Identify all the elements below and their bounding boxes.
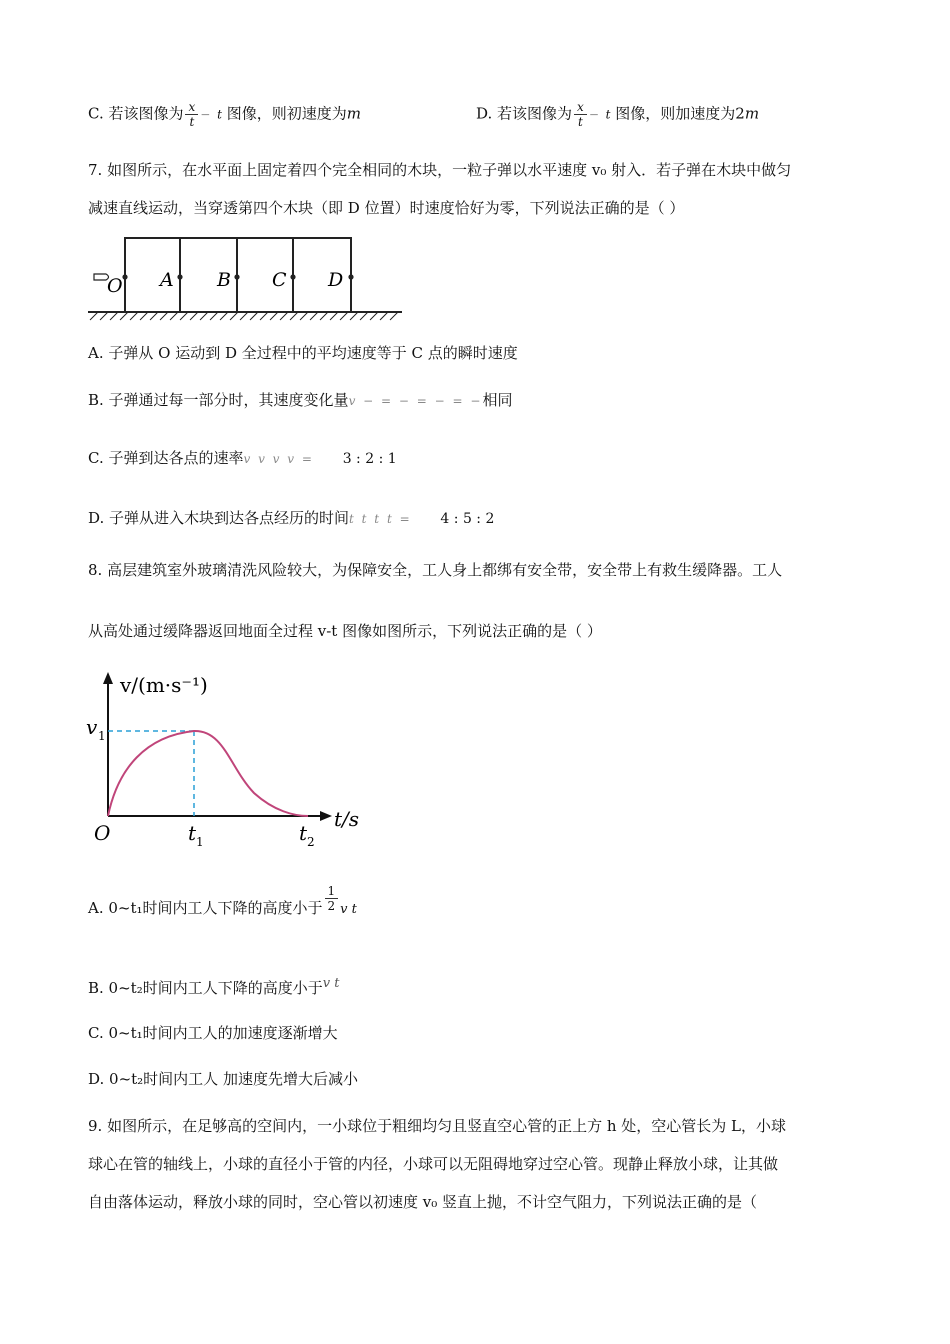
- q8-t2-label: t: [299, 821, 308, 845]
- q6-d-frac-num: x: [574, 100, 587, 115]
- q8-v1-sub: 1: [98, 729, 106, 743]
- q7-label-d: D: [328, 269, 344, 291]
- q7-label-o: O: [107, 275, 123, 297]
- q7-point-c: [290, 274, 295, 279]
- q8-option-a-frac-den: 2: [327, 898, 336, 913]
- q6-c-frac-num: x: [185, 100, 198, 115]
- q7-label-c: C: [272, 269, 287, 291]
- q9-line3: 自由落体运动，释放小球的同时，空心管以初速度 v₀ 竖直上抛，不计空气阻力，下列说法正确的是（: [88, 1193, 758, 1211]
- q6-option-d: [476, 100, 759, 129]
- q7-option-b-text: B. 子弹通过每一部分时，其速度变化量: [88, 391, 349, 409]
- q8-t1-sub: 1: [196, 835, 204, 849]
- q8-t1-label: t: [188, 821, 197, 845]
- q7-option-c: [88, 448, 397, 469]
- q7-option-b-formula: v − = − = − = −: [348, 394, 483, 408]
- q8-option-c: C. 0~t₁时间内工人的加速度逐渐增大: [88, 1024, 338, 1042]
- q8-option-b-tail: v t: [322, 976, 340, 991]
- q8-option-b: [88, 974, 339, 998]
- q8-option-a-text: A. 0~t₁时间内工人下降的高度小于: [88, 899, 323, 917]
- q6-d-dash: −: [588, 107, 601, 122]
- q7-stem-line1: 7. 如图所示，在水平面上固定着四个完全相同的木块，一粒子弹以水平速度 v₀ 射入．若子弹在木块中做匀: [88, 161, 792, 179]
- q7-option-c-formula: v v v v =: [243, 452, 314, 466]
- q6-c-dash: −: [200, 107, 213, 122]
- q7-wood-blocks-figure: [88, 230, 408, 330]
- q7-label-b: B: [217, 269, 231, 291]
- q8-v1-label: v: [86, 715, 98, 739]
- q6-option-d-fraction: [574, 100, 587, 129]
- q8-origin-label: O: [94, 821, 111, 845]
- q8-option-a-frac-num: 1: [325, 884, 339, 899]
- q7-point-d: [348, 274, 353, 279]
- q8-y-axis-label: v/(m·s⁻¹): [120, 673, 208, 697]
- q6-option-d-value: m: [744, 104, 760, 123]
- q7-option-d-tail: 4 : 5 : 2: [440, 511, 495, 527]
- q8-stem-line1: 8. 高层建筑室外玻璃清洗风险较大，为保障安全，工人身上都绑有安全带，安全带上有救生缓降器。工人: [88, 561, 783, 579]
- q6-option-c-suffix: 图像，则初速度为: [226, 104, 347, 123]
- q7-option-d-text: D. 子弹从进入木块到达各点经历的时间: [88, 509, 350, 527]
- q7-point-o: [122, 274, 127, 279]
- q7-option-c-tail: 3 : 2 : 1: [342, 451, 397, 467]
- q8-x-axis-arrow: [320, 811, 332, 821]
- q9-line2: 球心在管的轴线上，小球的直径小于管的内径，小球可以无阻碍地穿过空心管。现静止释放小球，让其做: [88, 1155, 779, 1173]
- q7-option-b: [88, 390, 512, 411]
- q6-d-frac-den: t: [578, 115, 583, 129]
- q6-d-t-var: t: [605, 107, 611, 122]
- q8-option-a: [88, 883, 357, 920]
- q6-c-t-var: t: [217, 107, 222, 122]
- q8-t2-sub: 2: [307, 835, 315, 849]
- q7-option-c-text: C. 子弹到达各点的速率: [88, 449, 244, 467]
- q6-option-c: [88, 100, 361, 129]
- q7-point-b: [234, 274, 239, 279]
- q6-option-d-suffix: 图像，则加速度为2: [615, 104, 745, 123]
- q8-velocity-curve: [108, 731, 308, 816]
- q6-option-d-prefix: D. 若该图像为: [476, 104, 573, 123]
- q7-option-a: A. 子弹从 O 运动到 D 全过程中的平均速度等于 C 点的瞬时速度: [88, 344, 518, 362]
- q7-ground-hatch: [90, 312, 398, 320]
- q9-line1: 9. 如图所示，在足够高的空间内，一小球位于粗细均匀且竖直空心管的正上方 h 处，空心管长为 L，小球: [88, 1117, 787, 1135]
- q6-option-c-fraction: [185, 100, 198, 129]
- q8-option-d: D. 0~t₂时间内工人 加速度先增大后减小: [88, 1070, 358, 1088]
- q8-stem-line2: 从高处通过缓降器返回地面全过程 v-t 图像如图所示，下列说法正确的是（ ）: [88, 622, 602, 640]
- q7-label-a: A: [160, 269, 174, 291]
- q6-c-frac-den: t: [189, 115, 195, 129]
- q8-y-axis-arrow: [103, 672, 113, 684]
- q6-option-c-prefix: C. 若该图像为: [88, 104, 184, 123]
- q8-vt-graph: [84, 668, 374, 858]
- q8-option-b-text: B. 0~t₂时间内工人下降的高度小于: [88, 979, 323, 997]
- q6-option-c-value: m: [346, 104, 361, 123]
- q7-point-a: [177, 274, 182, 279]
- q8-option-a-fraction: [325, 884, 339, 913]
- q8-option-a-tail: v t: [340, 902, 357, 917]
- q7-option-d: [88, 508, 494, 529]
- q7-option-b-suffix: 相同: [482, 391, 513, 409]
- q8-x-axis-label: t/s: [334, 807, 360, 831]
- q7-option-d-formula: t t t t =: [349, 512, 412, 526]
- q7-stem-line2: 减速直线运动，当穿透第四个木块（即 D 位置）时速度恰好为零，下列说法正确的是（ ）: [88, 199, 685, 217]
